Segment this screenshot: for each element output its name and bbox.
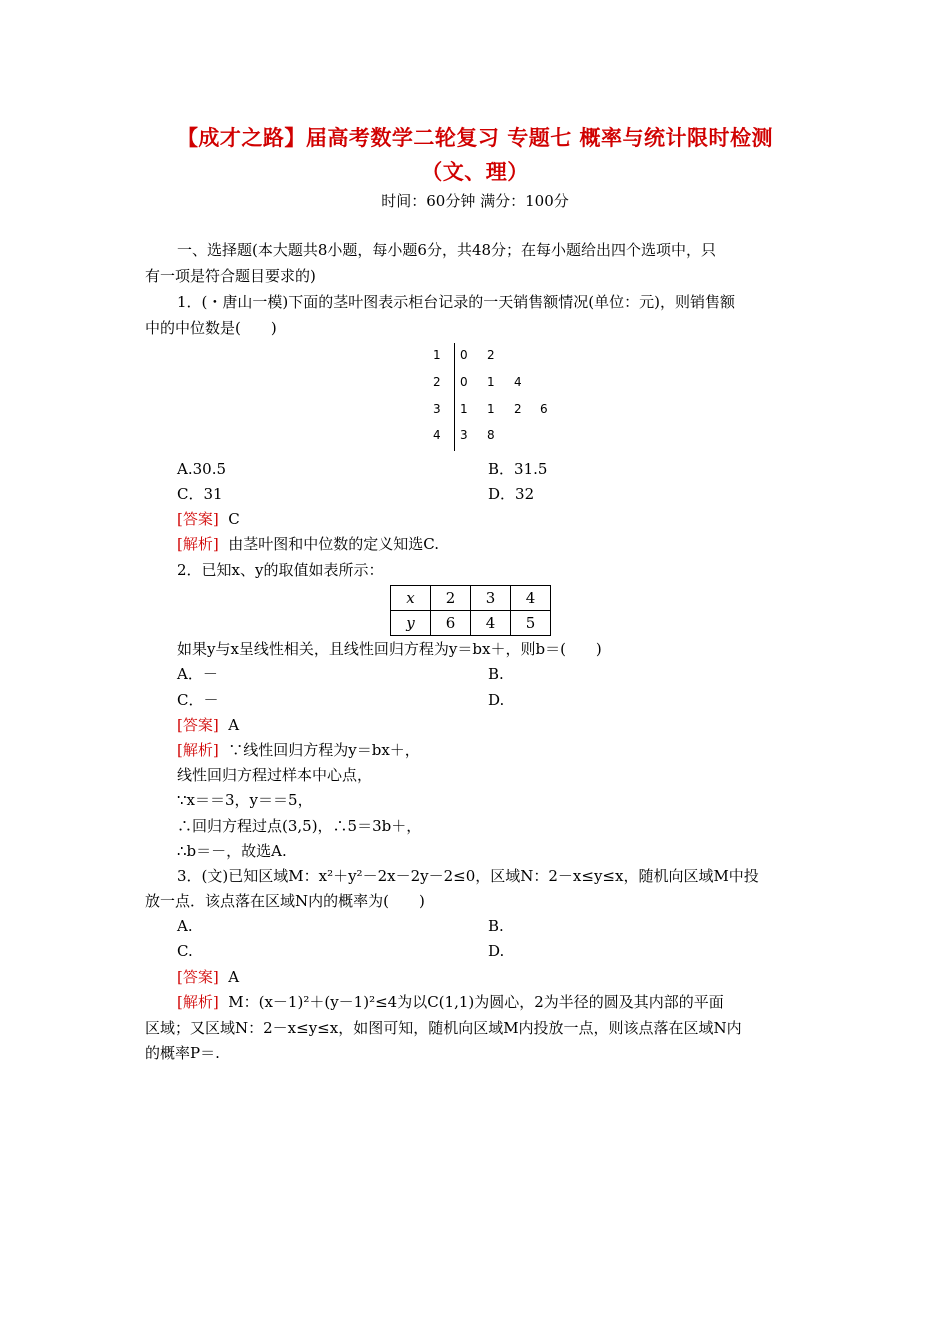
answer-tag: [答案] [177,510,219,528]
q1-stem-line2: 中的中位数是( ) [145,319,277,337]
answer-value: C [228,510,240,528]
leaf-value: 3 [460,428,468,442]
leaf-value: 1 [487,402,495,416]
q2-analysis-line3: ∵x＝＝3，y＝＝5， [177,791,313,809]
stem-value: 1 [433,348,441,362]
q1-option-d: D．32 [488,485,535,503]
stem-value: 2 [433,375,441,389]
table-cell: 6 [431,611,471,636]
leaf-value: 1 [487,375,495,389]
q2-option-d: D. [488,691,505,709]
leaf-value: 6 [540,402,548,416]
table-cell: 3 [471,586,511,611]
table-row-x [391,586,551,611]
q1-option-c: C．31 [177,485,223,503]
q3-stem-line2: 放一点．该点落在区域N内的概率为( ) [145,892,425,910]
leaf-value: 0 [460,375,468,389]
q3-option-d: D. [488,942,505,960]
q3-option-b: B. [488,917,504,935]
q2-option-c: C．－ [177,691,219,709]
q1-option-b: B．31.5 [488,460,548,478]
q3-analysis-line3: 的概率P＝. [145,1044,220,1062]
stem-leaf-divider [454,343,455,451]
q2-analysis-line2: 线性回归方程过样本中心点， [177,766,373,784]
q1-analysis [177,534,439,554]
leaf-value: 8 [487,428,495,442]
table-cell: y [391,611,431,636]
analysis-text: ∵线性回归方程为y＝bx＋， [228,741,420,759]
analysis-tag: [解析] [177,993,219,1011]
analysis-tag: [解析] [177,741,219,759]
xy-value-table [390,585,551,636]
q2-analysis-line5: ∴b＝－，故选A. [177,842,287,860]
time-and-score-info: 时间：60分钟 满分：100分 [381,192,569,210]
analysis-text: 由茎叶图和中位数的定义知选C. [228,535,439,553]
q1-option-a: A.30.5 [177,460,226,478]
table-cell: 2 [431,586,471,611]
q3-option-a: A. [177,917,193,935]
q3-stem-line1: 3．(文)已知区域M：x²＋y²－2x－2y－2≤0，区域N：2－x≤y≤x，随机向区域M中投 [177,867,759,885]
document-title: 【成才之路】届高考数学二轮复习 专题七 概率与统计限时检测 [176,125,774,150]
table-cell: 4 [471,611,511,636]
q2-analysis-line4: ∴回归方程过点(3,5)，∴5＝3b＋， [177,817,422,835]
leaf-value: 4 [514,375,522,389]
q2-analysis [177,740,420,760]
q2-option-a: A．－ [177,665,218,683]
q1-answer [177,509,240,529]
leaf-value: 2 [487,348,495,362]
leaf-value: 2 [514,402,522,416]
answer-value: A [228,716,240,734]
table-cell: 4 [511,586,551,611]
q3-option-c: C. [177,942,193,960]
stem-value: 3 [433,402,441,416]
answer-tag: [答案] [177,716,219,734]
q2-stem-line2: 如果y与x呈线性相关，且线性回归方程为y＝bx＋，则b＝( ) [177,640,602,658]
q2-option-b: B. [488,665,504,683]
q2-stem: 2．已知x、y的取值如表所示： [177,561,384,579]
analysis-tag: [解析] [177,535,219,553]
q2-answer [177,715,239,735]
leaf-value: 1 [460,402,468,416]
q3-answer [177,967,239,987]
document-title-continued: （文、理） [421,159,529,184]
q3-analysis [177,992,724,1012]
table-row-y [391,611,551,636]
section-heading-line2: 有一项是符合题目要求的) [145,267,316,285]
table-cell: x [391,586,431,611]
answer-tag: [答案] [177,968,219,986]
section-heading-line1: 一、选择题(本大题共8小题，每小题6分，共48分；在每小题给出四个选项中，只 [177,241,717,259]
analysis-text: M：(x－1)²＋(y－1)²≤4为以C(1,1)为圆心，2为半径的圆及其内部的平面 [228,993,724,1011]
stem-value: 4 [433,428,441,442]
table-cell: 5 [511,611,551,636]
q3-analysis-line2: 区域；又区域N：2－x≤y≤x，如图可知，随机向区域M内投放一点，则该点落在区域N内 [145,1019,742,1037]
leaf-value: 0 [460,348,468,362]
answer-value: A [228,968,240,986]
q1-stem-line1: 1．(・唐山一模)下面的茎叶图表示柜台记录的一天销售额情况(单位：元)，则销售额 [177,293,735,311]
